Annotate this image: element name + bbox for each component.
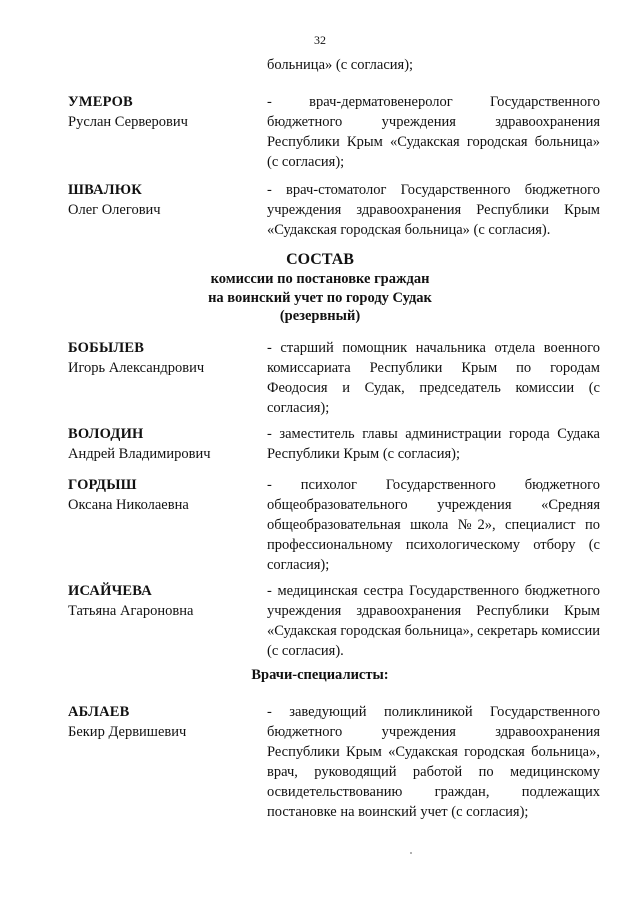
member-name (68, 581, 258, 621)
member-name (68, 475, 258, 515)
section-subtitle-line: комиссии по постановке граждан (210, 271, 430, 287)
member-given-name: Олег Олегович (68, 202, 161, 218)
member-description: - медицинская сестра Государственного бюджетного учреждения здравоохранения Республики Крым «Судакская городская больница», секретарь комиссии (с согласия). (267, 583, 600, 659)
member-description: - врач-стоматолог Государственного бюджетного учреждения здравоохранения Республики Крым «Судакская городская больница» (с согласия). (267, 182, 600, 238)
doctors-heading: Врачи-специалисты: (251, 667, 389, 683)
member-description: - заместитель главы администрации города Судака Республики Крым (с согласия); (267, 426, 600, 462)
member-given-name: Андрей Владимирович (68, 446, 211, 462)
member-name (68, 702, 258, 742)
member-given-name: Игорь Александрович (68, 360, 205, 376)
member-description: - врач-дерматовенеролог Государственного бюджетного учреждения здравоохранения Республики Крым «Судакская городская больница» (с согласия); (267, 94, 600, 170)
member-name (68, 180, 258, 220)
member-given-name: Руслан Серверович (68, 114, 188, 130)
member-surname: ИСАЙЧЕВА (68, 583, 152, 599)
member-surname: ВОЛОДИН (68, 426, 144, 442)
page-number: 32 (314, 33, 326, 47)
member-name (68, 92, 258, 132)
member-description: - заведующий поликлиникой Государственного бюджетного учреждения здравоохранения Республики Крым «Судакская городская больница», врач, руководящий работой по медицинскому освидетельствованию граждан, подлежащих постановке на воинский учет (с согласия); (267, 704, 600, 820)
member-surname: ГОРДЫШ (68, 477, 137, 493)
member-surname: БОБЫЛЕВ (68, 340, 145, 356)
member-given-name: Татьяна Агароновна (68, 603, 194, 619)
member-surname: АБЛАЕВ (68, 704, 130, 720)
member-surname: УМЕРОВ (68, 94, 133, 110)
member-description: - старший помощник начальника отдела военного комиссариата Республики Крым по городам Феодосия и Судак, председатель комиссии (с согласия); (267, 340, 600, 416)
section-subtitle-line: на воинский учет по городу Судак (208, 289, 432, 306)
member-given-name: Бекир Дервишевич (68, 724, 187, 740)
member-name (68, 338, 258, 378)
section-subtitle (0, 270, 640, 326)
member-description: - психолог Государственного бюджетного общеобразовательного учреждения «Средняя общеобразовательная школа №2», специалист по профессиональному психологическому отбору (с согласия); (267, 477, 600, 573)
member-name (68, 424, 258, 464)
section-title: СОСТАВ (286, 251, 354, 268)
member-surname: ШВАЛЮК (68, 182, 142, 198)
member-given-name: Оксана Николаевна (68, 497, 189, 513)
scan-speck (410, 852, 412, 854)
section-subtitle-line: (резервный) (279, 308, 361, 324)
continuation-text: больница» (с согласия); (267, 57, 414, 73)
